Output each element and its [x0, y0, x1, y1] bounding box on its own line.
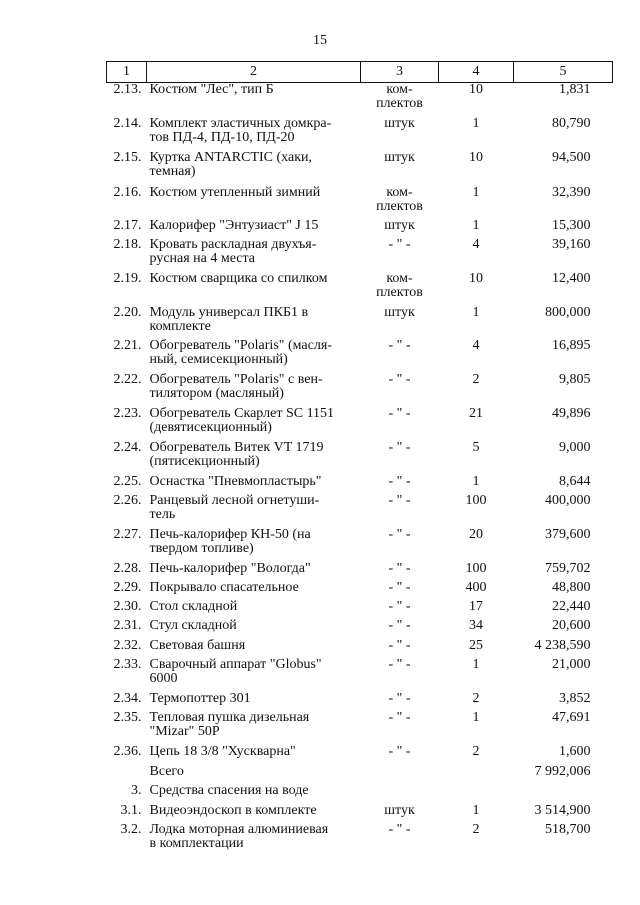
cell-sum: 49,896: [552, 405, 591, 421]
column-header-5: 5: [514, 62, 613, 83]
cell-sum: 1,831: [559, 82, 591, 97]
cell-qty: 2: [472, 821, 480, 837]
cell-unit: - " -: [388, 617, 411, 633]
cell-qty: 10: [469, 82, 483, 97]
cell-unit: штук: [384, 802, 415, 818]
cell-sum: [514, 784, 613, 804]
table-row: [107, 272, 613, 306]
cell-qty: 2: [472, 743, 480, 759]
cell-num: 2.27.: [113, 526, 142, 542]
cell-name: Оснастка "Пневмопластырь": [149, 473, 322, 489]
cell-unit: - " -: [388, 560, 411, 576]
cell-qty: 1: [472, 656, 480, 672]
table-row: [107, 804, 613, 823]
table-row: [107, 711, 613, 745]
cell-sum: 4 238,590: [534, 637, 591, 653]
cell-unit: ком- плектов: [376, 82, 423, 111]
cell-name: Комплект эластичных домкра- тов ПД-4, ПД-10, ПД-20: [149, 115, 332, 145]
cell-sum: 1,600: [559, 743, 591, 759]
cell-qty: 1: [472, 802, 480, 818]
cell-sum: 48,800: [552, 579, 591, 595]
table-row: [107, 784, 613, 804]
cell-name: Видеоэндоскоп в комплекте: [149, 802, 317, 818]
cell-unit: штук: [384, 304, 415, 320]
cell-num: 2.25.: [113, 473, 142, 489]
cell-num: 3.: [131, 782, 142, 798]
cell-unit: ком- плектов: [376, 270, 423, 300]
table-row: [107, 745, 613, 765]
table-body: [107, 83, 613, 856]
cell-num: [107, 765, 147, 784]
table-row: [107, 658, 613, 692]
cell-name: Лодка моторная алюминиевая в комплектации: [149, 821, 329, 851]
cell-sum: 400,000: [545, 492, 591, 508]
cell-name: Сварочный аппарат "Globus" 6000: [149, 656, 322, 686]
cell-unit: штук: [384, 115, 415, 131]
cell-name: Стол складной: [149, 598, 238, 614]
cell-unit: - " -: [388, 690, 411, 706]
column-header-2: 2: [147, 62, 361, 83]
table-row: [107, 600, 613, 619]
cell-unit: штук: [384, 149, 415, 165]
cell-sum: 39,160: [552, 236, 591, 252]
cell-num: 2.35.: [113, 709, 142, 725]
table-row: [107, 186, 613, 219]
cell-name: Обогреватель Витек VT 1719 (пятисекционный): [149, 439, 324, 469]
cell-num: 2.32.: [113, 637, 142, 653]
table-header: [107, 62, 613, 83]
cell-num: 3.2.: [120, 821, 142, 837]
table-row: [107, 83, 613, 117]
cell-qty: 1: [472, 304, 480, 320]
cell-num: 2.19.: [113, 270, 142, 286]
cell-num: 2.31.: [113, 617, 142, 633]
table-row: [107, 823, 613, 856]
cell-qty: 4: [472, 337, 480, 353]
cell-num: 2.14.: [113, 115, 142, 131]
cell-num: 2.15.: [113, 149, 142, 165]
cell-unit: - " -: [388, 337, 411, 353]
cell-qty: 2: [472, 690, 480, 706]
cell-name: Модуль универсал ПКБ1 в комплекте: [149, 304, 309, 334]
cell-num: 2.17.: [113, 217, 142, 233]
table-row: [107, 219, 613, 238]
equipment-table: [106, 61, 613, 856]
cell-qty: 10: [469, 270, 483, 286]
cell-sum: 759,702: [545, 560, 591, 576]
table-row: [107, 441, 613, 475]
cell-num: 2.20.: [113, 304, 142, 320]
cell-name: Печь-калорифер КН-50 (на твердом топливе): [149, 526, 311, 556]
cell-name: Костюм "Лес", тип Б: [149, 82, 274, 97]
cell-unit: - " -: [388, 473, 411, 489]
cell-name: Термопоттер 301: [149, 690, 251, 706]
cell-num: 2.30.: [113, 598, 142, 614]
cell-num: 2.33.: [113, 656, 142, 672]
cell-name: Покрывало спасательное: [149, 579, 299, 595]
cell-sum: 20,600: [552, 617, 591, 633]
cell-sum: 21,000: [552, 656, 591, 672]
cell-num: 2.23.: [113, 405, 142, 421]
cell-unit: ком- плектов: [376, 184, 423, 214]
cell-name: Печь-калорифер "Вологда": [149, 560, 311, 576]
cell-name: Тепловая пушка дизельная "Mizar" 50P: [149, 709, 310, 739]
cell-sum: 518,700: [545, 821, 591, 837]
cell-qty: [439, 765, 514, 784]
cell-qty: 10: [469, 149, 483, 165]
cell-unit: [361, 784, 439, 804]
cell-unit: - " -: [388, 526, 411, 542]
cell-name: Цепь 18 3/8 "Хускварна": [149, 743, 296, 759]
cell-sum: 94,500: [552, 149, 591, 165]
cell-sum: 9,805: [559, 371, 591, 387]
cell-qty: 5: [472, 439, 480, 455]
cell-qty: [439, 784, 514, 804]
cell-name: Ранцевый лесной огнетуши- тель: [149, 492, 320, 522]
cell-unit: - " -: [388, 492, 411, 508]
cell-sum: 15,300: [552, 217, 591, 233]
table-row: [107, 238, 613, 272]
table-row: [107, 528, 613, 562]
cell-name: Костюм утепленный зимний: [149, 184, 321, 200]
cell-unit: - " -: [388, 236, 411, 252]
cell-qty: 2: [472, 371, 480, 387]
cell-num: 2.28.: [113, 560, 142, 576]
cell-name: Обогреватель Скарлет SC 1151 (девятисекционный): [149, 405, 335, 435]
header-row: [107, 62, 613, 83]
cell-qty: 25: [469, 637, 483, 653]
cell-num: 2.24.: [113, 439, 142, 455]
table-row: [107, 117, 613, 151]
cell-sum: 22,440: [552, 598, 591, 614]
cell-name: Обогреватель "Polaris" (масля- ный, семисекционный): [149, 337, 332, 367]
page-number: 15: [313, 33, 327, 48]
cell-sum: 12,400: [552, 270, 591, 286]
cell-sum: 3,852: [559, 690, 591, 706]
cell-num: 2.26.: [113, 492, 142, 508]
cell-num: 2.34.: [113, 690, 142, 706]
cell-sum: 800,000: [545, 304, 591, 320]
cell-unit: - " -: [388, 405, 411, 421]
cell-unit: - " -: [388, 371, 411, 387]
table-row: [107, 581, 613, 600]
cell-qty: 17: [469, 598, 483, 614]
cell-name: Костюм сварщика со спилком: [149, 270, 328, 286]
cell-num: 2.22.: [113, 371, 142, 387]
table-row: [107, 373, 613, 407]
cell-name: Средства спасения на воде: [149, 782, 309, 798]
cell-unit: - " -: [388, 743, 411, 759]
cell-name: Световая башня: [149, 637, 246, 653]
cell-sum: 80,790: [552, 115, 591, 131]
cell-sum: 3 514,900: [534, 802, 591, 818]
table-row: [107, 619, 613, 639]
cell-qty: 100: [465, 492, 487, 508]
cell-qty: 21: [469, 405, 483, 421]
cell-unit: - " -: [388, 709, 411, 725]
cell-name: Куртка ANTARCTIC (хаки, темная): [149, 149, 312, 179]
cell-unit: - " -: [388, 637, 411, 653]
cell-sum: 32,390: [552, 184, 591, 200]
cell-qty: 1: [472, 473, 480, 489]
cell-unit: - " -: [388, 579, 411, 595]
cell-sum: 47,691: [552, 709, 591, 725]
table-row: [107, 407, 613, 441]
cell-unit: - " -: [388, 656, 411, 672]
column-header-4: 4: [439, 62, 514, 83]
cell-unit: - " -: [388, 821, 411, 837]
cell-name: Обогреватель "Polaris" с вен- тилятором (масляный): [149, 371, 323, 401]
table-row: [107, 639, 613, 658]
cell-sum: 9,000: [559, 439, 591, 455]
cell-qty: 1: [472, 184, 480, 200]
cell-num: 2.21.: [113, 337, 142, 353]
cell-name: Калорифер "Энтузиаст" J 15: [149, 217, 319, 233]
cell-num: 2.13.: [113, 82, 142, 97]
cell-num: 2.36.: [113, 743, 142, 759]
cell-num: 2.16.: [113, 184, 142, 200]
table-row: [107, 151, 613, 186]
cell-unit: - " -: [388, 598, 411, 614]
cell-qty: 1: [472, 709, 480, 725]
cell-sum: 7 992,006: [534, 763, 591, 779]
cell-qty: 1: [472, 115, 480, 131]
cell-num: 3.1.: [120, 802, 142, 818]
column-header-3: 3: [361, 62, 439, 83]
cell-qty: 20: [469, 526, 483, 542]
cell-unit: - " -: [388, 439, 411, 455]
cell-qty: 100: [465, 560, 487, 576]
column-header-1: 1: [107, 62, 147, 83]
table-row: [107, 692, 613, 711]
cell-unit: [361, 765, 439, 784]
cell-qty: 34: [469, 617, 483, 633]
cell-unit: штук: [384, 217, 415, 233]
table-row: [107, 765, 613, 784]
cell-sum: 379,600: [545, 526, 591, 542]
table-row: [107, 306, 613, 339]
cell-qty: 4: [472, 236, 480, 252]
cell-sum: 16,895: [552, 337, 591, 353]
cell-sum: 8,644: [559, 473, 591, 489]
cell-num: 2.18.: [113, 236, 142, 252]
table-row: [107, 494, 613, 528]
cell-qty: 400: [465, 579, 487, 595]
table-row: [107, 475, 613, 494]
cell-name: Всего: [149, 763, 184, 779]
cell-qty: 1: [472, 217, 480, 233]
cell-num: 2.29.: [113, 579, 142, 595]
table-row: [107, 562, 613, 581]
table-row: [107, 339, 613, 373]
cell-name: Кровать раскладная двухъя- русная на 4 места: [149, 236, 317, 266]
cell-name: Стул складной: [149, 617, 237, 633]
